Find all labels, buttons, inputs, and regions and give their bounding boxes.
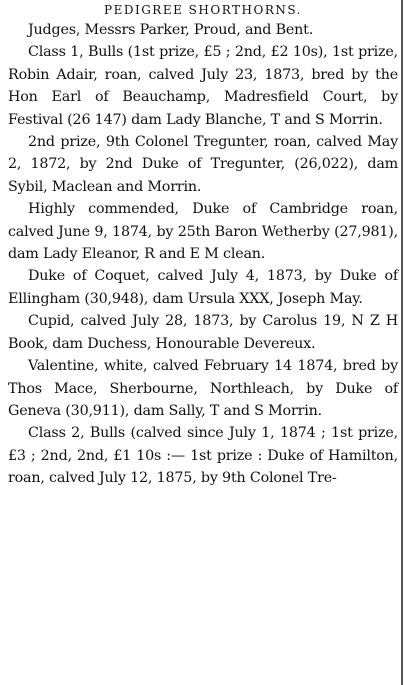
paragraph-second-prize: 2nd prize, 9th Colonel Tregunter, roan, calved May 2, 1872, by 2nd Duke of Tregunter, (26,022), dam Sybil, Maclean and Morrin. bbox=[8, 134, 398, 195]
paragraph-valentine: Valentine, white, calved February 14 1874, bred by Thos Mace, Sherbourne, Northleach, by Duke of Geneva (30,911), dam Sally, T and S Morrin. bbox=[8, 358, 398, 419]
paragraph-class1-first-prize: Class 1, Bulls (1st prize, £5 ; 2nd, £2 10s), 1st prize, Robin Adair, roan, calved July 23, 1873, bred by the Hon Earl of Beauchamp, Madresfield Court, by Festival (26 147) dam Lady Blanche, T and S Morrin. bbox=[8, 44, 398, 128]
article-heading: PEDIGREE SHORTHORNS. bbox=[104, 3, 302, 17]
paragraph-judges: Judges, Messrs Parker, Proud, and Bent. bbox=[28, 22, 314, 38]
paragraph-duke-of-coquet: Duke of Coquet, calved July 4, 1873, by Duke of Ellingham (30,948), dam Ursula XXX, Joseph May. bbox=[8, 268, 398, 307]
paragraph-highly-commended: Highly commended, Duke of Cambridge roan, calved June 9, 1874, by 25th Baron Wetherby (27,981), dam Lady Eleanor, R and E M clean. bbox=[8, 201, 398, 263]
paragraph-cupid: Cupid, calved July 28, 1873, by Carolus 19, N Z H Book, dam Duchess, Honourable Devereux. bbox=[8, 313, 398, 352]
column-rule bbox=[401, 0, 403, 685]
paragraph-class2: Class 2, Bulls (calved since July 1, 1874 ; 1st prize, £3 ; 2nd, 2nd, £1 10s :— 1st prize : Duke of Hamilton, roan, calved July 12, 1875, by 9th Colonel Tre- bbox=[8, 425, 398, 487]
